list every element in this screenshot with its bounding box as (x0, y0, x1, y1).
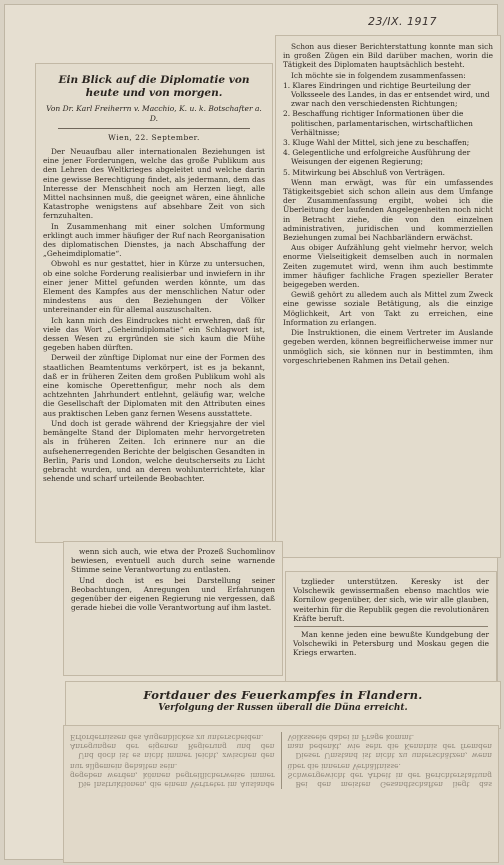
list-item: 5. Mitwirkung bei Abschluß von Verträgen. (283, 167, 446, 177)
article-clipping-right (275, 35, 501, 558)
news-subheadline: Verfolgung der Russen überall die Düna erreicht. (158, 703, 408, 713)
handwritten-date: 23/IX. 1917 (368, 15, 437, 28)
title-rule (58, 128, 250, 129)
clipping-bottom-right (285, 571, 497, 683)
article-byline: Von Dr. Karl Freiherrn v. Macchio, K. u. k. Botschafter a. D. (46, 104, 262, 123)
article-paragraph: Und doch ist gerade während der Kriegsjahre der viel bemängelte Stand der Diplomaten mehr hervorgetreten als in früheren Zeiten. Ich erinnere nur an die aufsehenerregenden Berichte der belgischen Gesandten in Berlin, Paris und London, welche deutscherseits zu Licht gebracht wurden, und an deren wohlunterrichtete, klar sehende und scharf urteilende Beobachter. (43, 418, 265, 484)
article-paragraph: In Zusammenhang mit einer solchen Umformung erklingt auch immer häufiger der Ruf nach Reorganisation des diplomatischen Dienstes, ja nach Abschaffung der „Geheimdiplomatie“. (43, 221, 265, 259)
article-paragraph: Obwohl es nur gestattet, hier in Kürze zu untersuchen, ob eine solche Forderung realisierbar und inwiefern in ihr einer jener Mittel gefunden werden könnte, um das Element des Kampfes aus der menschlichen Natur oder mindestens aus den Beziehungen der Völker untereinander ein für allemal auszuschalten. (43, 259, 265, 315)
separator-line (294, 626, 488, 627)
lower-column-right (288, 732, 493, 789)
article-paragraph: Die Instruktionen, die einem Vertreter im Auslande gegeben werden, können begreiflicherweise immer nur allgemein gehalten sein. (70, 761, 275, 790)
article-paragraph: Der Neuaufbau aller internationalen Beziehungen ist eine jener Forderungen, welche das große Publikum aus den Lehren des Weltkrieges abgeleitet und welche darin eine gewisse Berechtigung findet, als jedermann, dem das Interesse der Menschheit noch am Herzen liegt, alle Mittel nachsinnen muß, die geeignet wären, eine ähnliche Katastrophe wenigstens auf absehbare Zeit von sich fernzuhalten. (43, 147, 265, 221)
article-title: Ein Blick auf die Diplomatie von heute und von morgen. (58, 74, 250, 99)
article-paragraph: Gewiß gehört zu alledem auch als Mittel zum Zweck eine gewisse soziale Betätigung, als die einzige Möglichkeit, Art von Takt zu erreichen, eine Information zu erlangen. (283, 290, 493, 327)
article-paragraph: Schon aus dieser Berichterstattung konnte man sich in großen Zügen ein Bild darüber machen, worin die Tätigkeit des Diplomaten hauptsächlich besteht. (283, 42, 493, 70)
duties-list (283, 81, 493, 177)
list-item: 4. Gelegentliche und erfolgreiche Ausführung der Weisungen der eigenen Regierung; (283, 148, 471, 167)
article-paragraph: wenn sich auch, wie etwa der Prozeß Suchomlinov bewiesen, eventuell auch durch seine warnende Stimme seine Verantwortung zu entlasten. (71, 547, 275, 575)
news-headline: Fortdauer des Feuerkampfes in Flandern. (143, 688, 423, 702)
clipping-bottom-left (63, 541, 283, 676)
article-dateline: Wien, 22. September. (108, 133, 200, 142)
article-paragraph: Dieser Umstand ist nicht zu unterschätzen, wenn man bedenkt, wie sehr die Kenntnis der fremden Volksseele dabei in Frage kommt. (287, 733, 492, 761)
list-item: 2. Beschaffung richtiger Informationen über die politischen, parlamentarischen, wirtschaftlichen Verhältnisse; (283, 109, 473, 137)
article-paragraph: Wenn man erwägt, was für ein umfassendes Tätigkeitsgebiet sich schon allein aus dem Umfange der Zusammenfassung ergibt, wobei ich die Überleitung der laufenden Angelegenheiten noch nicht in Betracht ziehe, die von den einzelnen administrativen, juridischen und kommerziellen Beziehungen zumal bei Nachbarländern erwächst. (283, 177, 493, 243)
article-paragraph: Ich kann mich des Eindruckes nicht erwehren, daß für viele das Wort „Geheimdiplomatie“ ein Schlagwort ist, dessen Wesen zu ergründen sie sich kaum die Mühe gegeben haben dürften. (43, 315, 265, 353)
article-paragraph: Und doch ist es bei Darstellung seiner Beobachtungen, Anregungen und Erfahrungen gegenüber der eigenen Regierung nie vergessen, daß gerade hiebei die volle Verantwortung auf ihm lastet. (71, 575, 275, 613)
article-paragraph: Und doch ist es nicht immer leicht, zwischen den Anregungen der eigenen Regierung und den Erfordernissen des Augenblickes zu unterscheiden. (70, 733, 275, 761)
article-clipping-left (35, 63, 273, 543)
lower-column-left (70, 732, 275, 789)
list-item: 1. Klares Eindringen und richtige Beurteilung der Volksseele des Landes, in das er entsendet wird, und zwar nach den verschiedensten Richtungen; (283, 80, 490, 109)
article-paragraph: Ich möchte sie in folgendem zusammenfassen: (291, 70, 466, 80)
article-paragraph: Man kenne jeden eine bewußte Kundgebung der Volschewiki in Petersburg und Moskau gegen die Kriegs erwarten. (293, 630, 489, 658)
article-paragraph: Aus obiger Aufzählung geht vielmehr hervor, welch enorme Vielseitigkeit demselben auch in normalen Zeiten zugemutet wird, wenn ihm auch bestimmte immer häufiger fachliche Fragen spezieller Berater beigegeben werden. (283, 243, 493, 290)
scrapbook-page (4, 4, 498, 860)
article-paragraph: tzglieder unterstützen. Keresky ist der Volschewik gewissermaßen ebenso machtlos wie Kornilow gegenüber, der sich, wie wir alle glauben, weiterhin für die Republik gegen die revolutionären Kräfte beruft. (293, 577, 489, 623)
article-paragraph: Bei den meisten Gesandtschaften liegt das Schwergewicht der Arbeit in der Berichterstattung über die inneren Verhältnisse. (287, 761, 492, 790)
article-paragraph: Derweil der zünftige Diplomat nur eine der Formen des staatlichen Beamtentums verkörpert, ist es ja bekannt, daß er in früheren Zeiten dem großen Publikum wohl als eine komische Operettenfigur, mehr noch als dem achtzehnten Jahrhundert entlehnt, geläufig war, welche die Gesellschaft der Diplomaten mit den Attributen eines aus praktischen Leben ganz fernen Wesens ausstattete. (43, 353, 265, 418)
lower-clipping (63, 725, 499, 863)
column-divider (281, 732, 282, 789)
news-headline-clipping (65, 681, 501, 729)
list-item: 3. Kluge Wahl der Mittel, sich jene zu beschaffen; (283, 138, 470, 148)
article-paragraph: Die Instruktionen, die einem Vertreter im Auslande gegeben werden, können begreiflicherweise immer nur unmöglich sich, sie können nur in bestimmten, ihm vorgeschriebenen Rahmen ins Detail gehen. (283, 328, 493, 365)
